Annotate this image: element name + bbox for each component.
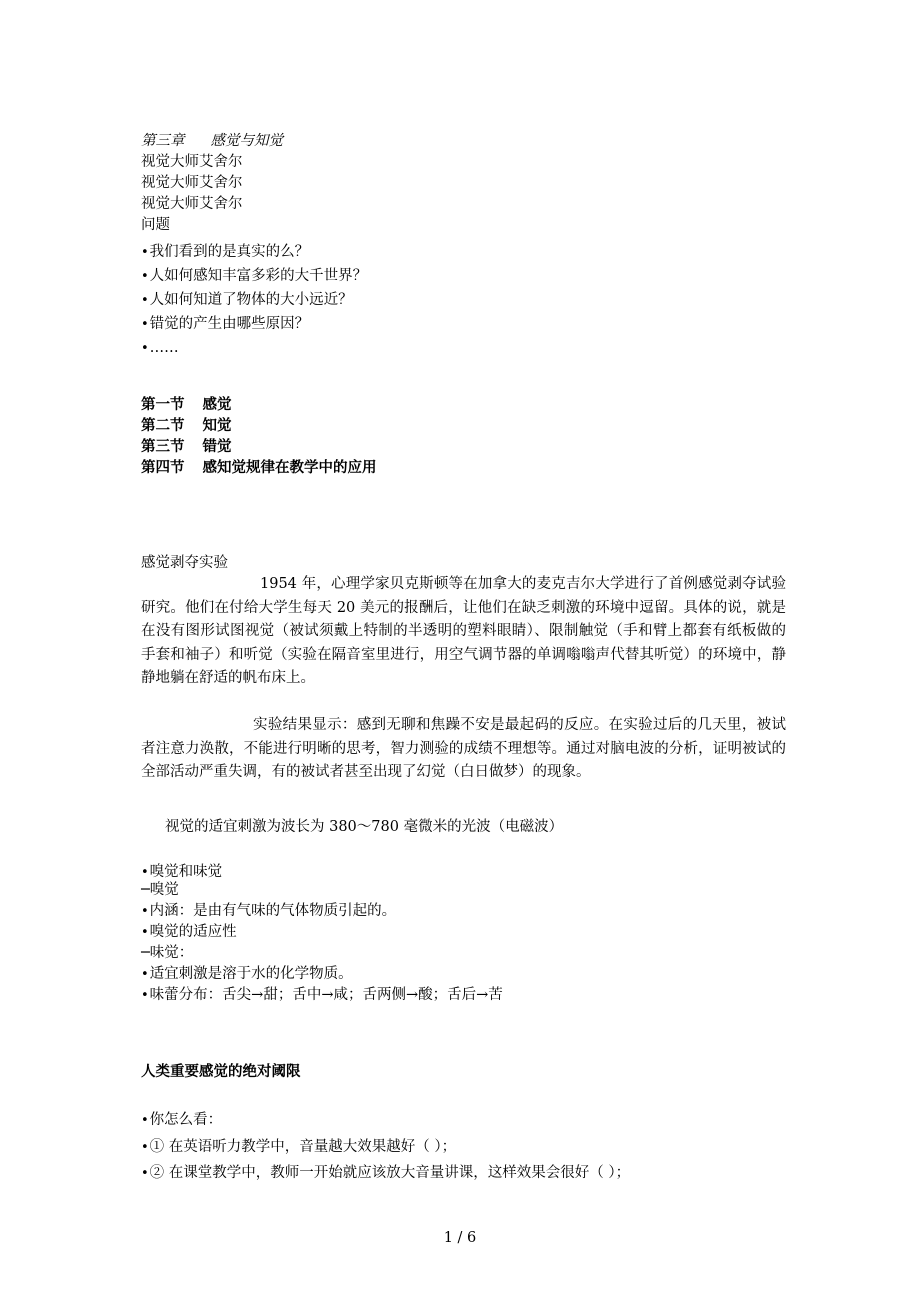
bullet-icon: • (141, 925, 149, 940)
taste-label: ─味觉： (141, 945, 194, 961)
taste-item: •适宜刺激是溶于水的化学物质。 (141, 966, 353, 982)
question-item: •…… (141, 340, 179, 356)
threshold-heading: 人类重要感觉的绝对阈限 (141, 1064, 301, 1080)
chapter-heading (141, 131, 283, 151)
intro-line: 视觉大师艾舍尔 (141, 196, 243, 212)
bullet-icon: • (141, 865, 149, 880)
smell-item: •内涵：是由有气味的气体物质引起的。 (141, 903, 397, 919)
question-item: •人如何知道了物体的大小远近？ (141, 292, 353, 308)
discussion-item: •② 在课堂教学中，教师一开始就应该放大音量讲课，这样效果会很好（ ）； (141, 1165, 631, 1181)
result-paragraph: 实验结果显示：感到无聊和焦躁不安是最起码的反应。在实验过后的几天里，被试者注意力涣散，不能进行明晰的思考，智力测验的成绩不理想等。通过对脑电波的分析，证明被试的全部活动严重失调，有的被试者甚至出现了幻觉（白日做梦）的现象。 (141, 717, 786, 780)
smell-item: •嗅觉的适应性 (141, 924, 237, 940)
question-heading: 问题 (141, 217, 170, 233)
vision-line: 视觉的适宜刺激为波长为 380～780 毫微米的光波（电磁波） (165, 819, 564, 835)
section-item: 第三节 错觉 (141, 439, 232, 455)
bullet-icon: • (141, 967, 149, 982)
question-item: •人如何感知丰富多彩的大千世界？ (141, 268, 368, 284)
bullet-icon: • (141, 1113, 149, 1128)
question-item: •错觉的产生由哪些原因？ (141, 316, 310, 332)
discussion-item: •① 在英语听力教学中，音量越大效果越好（ ）； (141, 1139, 457, 1155)
chapter-title: 感觉与知觉 (210, 133, 283, 149)
section-item: 第一节 感觉 (141, 397, 232, 413)
page-number: 1 / 6 (443, 1230, 477, 1246)
bullet-icon: • (141, 1166, 149, 1181)
bullet-icon: • (141, 904, 149, 919)
intro-line: 视觉大师艾舍尔 (141, 154, 243, 170)
question-item: •我们看到的是真实的么？ (141, 244, 310, 260)
experiment-paragraph: 1954 年，心理学家贝克斯顿等在加拿大的麦克吉尔大学进行了首例感觉剥夺试验研究。他们在付给大学生每天 20 美元的报酬后，让他们在缺乏刺激的环境中逗留。具体的说，就是在没有图形试图视觉（被试须戴上特制的半透明的塑料眼睛）、限制触觉（手和臂上都套有纸板做的手套和袖子）和听觉（实验在隔音室里进行，用空气调节器的单调嗡嗡声代替其听觉）的环境中，静静地躺在舒适的帆布床上。 (141, 576, 786, 686)
chapter-number: 第三章 (141, 133, 185, 149)
intro-line: 视觉大师艾舍尔 (141, 175, 243, 191)
bullet-icon: • (141, 988, 149, 1003)
discussion-item: •你怎么看： (141, 1112, 223, 1128)
section-item: 第四节 感知觉规律在教学中的应用 (141, 460, 377, 476)
smell-taste-heading: •嗅觉和味觉 (141, 864, 223, 880)
bullet-icon: • (141, 317, 149, 332)
bullet-icon: • (141, 341, 149, 356)
smell-label: ─嗅觉 (141, 882, 179, 898)
bullet-icon: • (141, 293, 149, 308)
bullet-icon: • (141, 1140, 149, 1155)
section-item: 第二节 知觉 (141, 418, 232, 434)
experiment-title: 感觉剥夺实验 (141, 555, 228, 571)
bullet-icon: • (141, 245, 149, 260)
taste-item: •味蕾分布：舌尖→甜；舌中→咸；舌两侧→酸；舌后→苦 (141, 987, 503, 1003)
bullet-icon: • (141, 269, 149, 284)
